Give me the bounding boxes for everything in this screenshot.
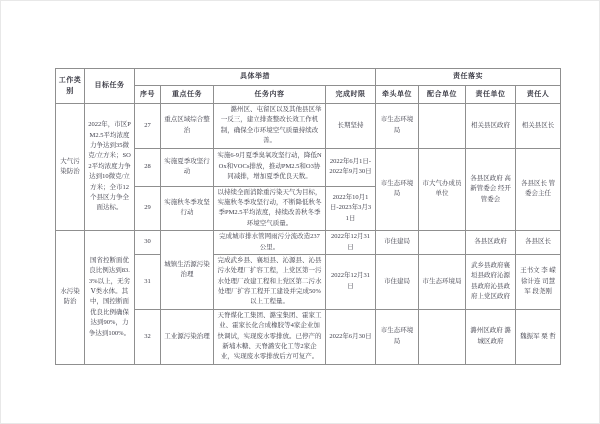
- target-cell-air: 2022年，市区PM2.5平均浓度力争达到35微克/立方米；SO2平均浓度力争达到10微克/立方米；全市12个县区力争全面达标。: [85, 104, 135, 231]
- deadline-cell: 2022年12月31日: [326, 231, 376, 255]
- col-header-responsible-person: 责任人: [516, 86, 561, 104]
- responsible-person-cell: 相关县区长: [516, 104, 561, 149]
- col-header-deadline: 完成时限: [326, 86, 376, 104]
- deadline-cell: 长期坚持: [326, 104, 376, 149]
- no-cell: 31: [135, 254, 161, 309]
- task-content-cell: 实施6-9月夏季臭氧攻坚行动，降低NOx和VOCs排放，推动PM2.5和O3协同减排，增加夏季优良天数。: [214, 148, 326, 186]
- task-content-cell: 天脊煤化工集团、潞宝集团、霍家工业、霍家长化合成橡胶等4家企业加快调试，实现废水零排放。已停产的新埔木糖、天脊潞安化工等2家企业，实现废水零排放后方可复产。: [214, 309, 326, 364]
- responsible-person-cell: 各县区长: [516, 231, 561, 255]
- lead-unit-cell: 市生态环境局: [376, 104, 419, 149]
- key-task-cell: 城镇生活源污染治理: [161, 231, 214, 310]
- key-task-cell: 实施秋冬季攻坚行动: [161, 186, 214, 231]
- task-content-cell: 以持续全面消除重污染天气为目标，实施秋冬季攻坚行动，不断降低秋冬季PM2.5平均浓度，持续改善秋冬季环境空气质量。: [214, 186, 326, 231]
- pollution-control-task-table: [55, 68, 561, 365]
- no-cell: 30: [135, 231, 161, 255]
- deadline-cell: 2022年12月31日: [326, 254, 376, 309]
- support-unit-cell: 市大气办成员单位: [419, 148, 466, 231]
- col-header-support-unit: 配合单位: [419, 86, 466, 104]
- responsible-unit-cell: 潞州区政府 潞城区政府: [466, 309, 516, 364]
- responsible-unit-cell: 各县区政府: [466, 231, 516, 255]
- col-header-lead-unit: 牵头单位: [376, 86, 419, 104]
- deadline-cell: 2022年6月30日: [326, 309, 376, 364]
- no-cell: 29: [135, 186, 161, 231]
- responsible-person-cell: 各县区长 管委会主任: [516, 148, 561, 231]
- support-unit-cell: [419, 104, 466, 149]
- responsible-person-cell: 王书文 李 嵘 徐计连 司慧军 段尧刚: [516, 254, 561, 309]
- task-content-cell: 完成武乡县、襄垣县、沁源县、沁县污水处理厂扩容工程，上党区第一污水处理厂改建工程和上党区第二污水处理厂扩容工程开工建设并完成50%以上工程量。: [214, 254, 326, 309]
- lead-unit-cell: 市生态环境局: [376, 148, 419, 231]
- key-task-cell: 实施夏季攻坚行动: [161, 148, 214, 186]
- deadline-cell: 2022年10月1日-2023年3月31日: [326, 186, 376, 231]
- lead-unit-cell: 市生态环境局: [376, 309, 419, 364]
- task-content-cell: 完成城市排水管网雨污分流改造237公里。: [214, 231, 326, 255]
- support-unit-cell: [419, 231, 466, 255]
- col-header-task-content: 任务内容: [214, 86, 326, 104]
- group-header-measures: 具体举措: [135, 69, 376, 86]
- support-unit-cell: [419, 309, 466, 364]
- no-cell: 28: [135, 148, 161, 186]
- col-header-key-task: 重点任务: [161, 86, 214, 104]
- category-cell-air: 大气污染防治: [56, 104, 85, 231]
- support-unit-cell: 市生态环境局: [419, 254, 466, 309]
- header-row-groups: [56, 69, 561, 86]
- group-header-responsibility: 责任落实: [376, 69, 561, 86]
- responsible-unit-cell: 武乡县政府襄垣县政府沁源县政府沁县政府上党区政府: [466, 254, 516, 309]
- no-cell: 32: [135, 309, 161, 364]
- lead-unit-cell: 市住建局: [376, 254, 419, 309]
- target-cell-water: 国省控断面优良比例达到83.3%以上，无劣Ⅴ类水体。其中，国控断面优良比例确保达到90%，力争达到100%。: [85, 231, 135, 365]
- col-header-work-category: 工作类别: [56, 69, 85, 104]
- responsible-person-cell: 魏振军 栗 哲: [516, 309, 561, 364]
- no-cell: 27: [135, 104, 161, 149]
- responsible-unit-cell: 相关县区政府: [466, 104, 516, 149]
- category-cell-water: 水污染防治: [56, 231, 85, 365]
- key-task-cell: 工业源污染治理: [161, 309, 214, 364]
- col-header-no: 序号: [135, 86, 161, 104]
- task-content-cell: 潞州区、屯留区以及其他县区举一反三，建立排查整改长效工作机制，确保全市环境空气质量持续改善。: [214, 104, 326, 149]
- col-header-responsible-unit: 责任单位: [466, 86, 516, 104]
- lead-unit-cell: 市住建局: [376, 231, 419, 255]
- deadline-cell: 2022年6月1日-2022年9月30日: [326, 148, 376, 186]
- responsible-unit-cell: 各县区政府 高新管委会 经开管委会: [466, 148, 516, 231]
- col-header-target-task: 目标任务: [85, 69, 135, 104]
- table-row: [56, 231, 561, 255]
- key-task-cell: 重点区域综合整治: [161, 104, 214, 149]
- table-row: [56, 104, 561, 149]
